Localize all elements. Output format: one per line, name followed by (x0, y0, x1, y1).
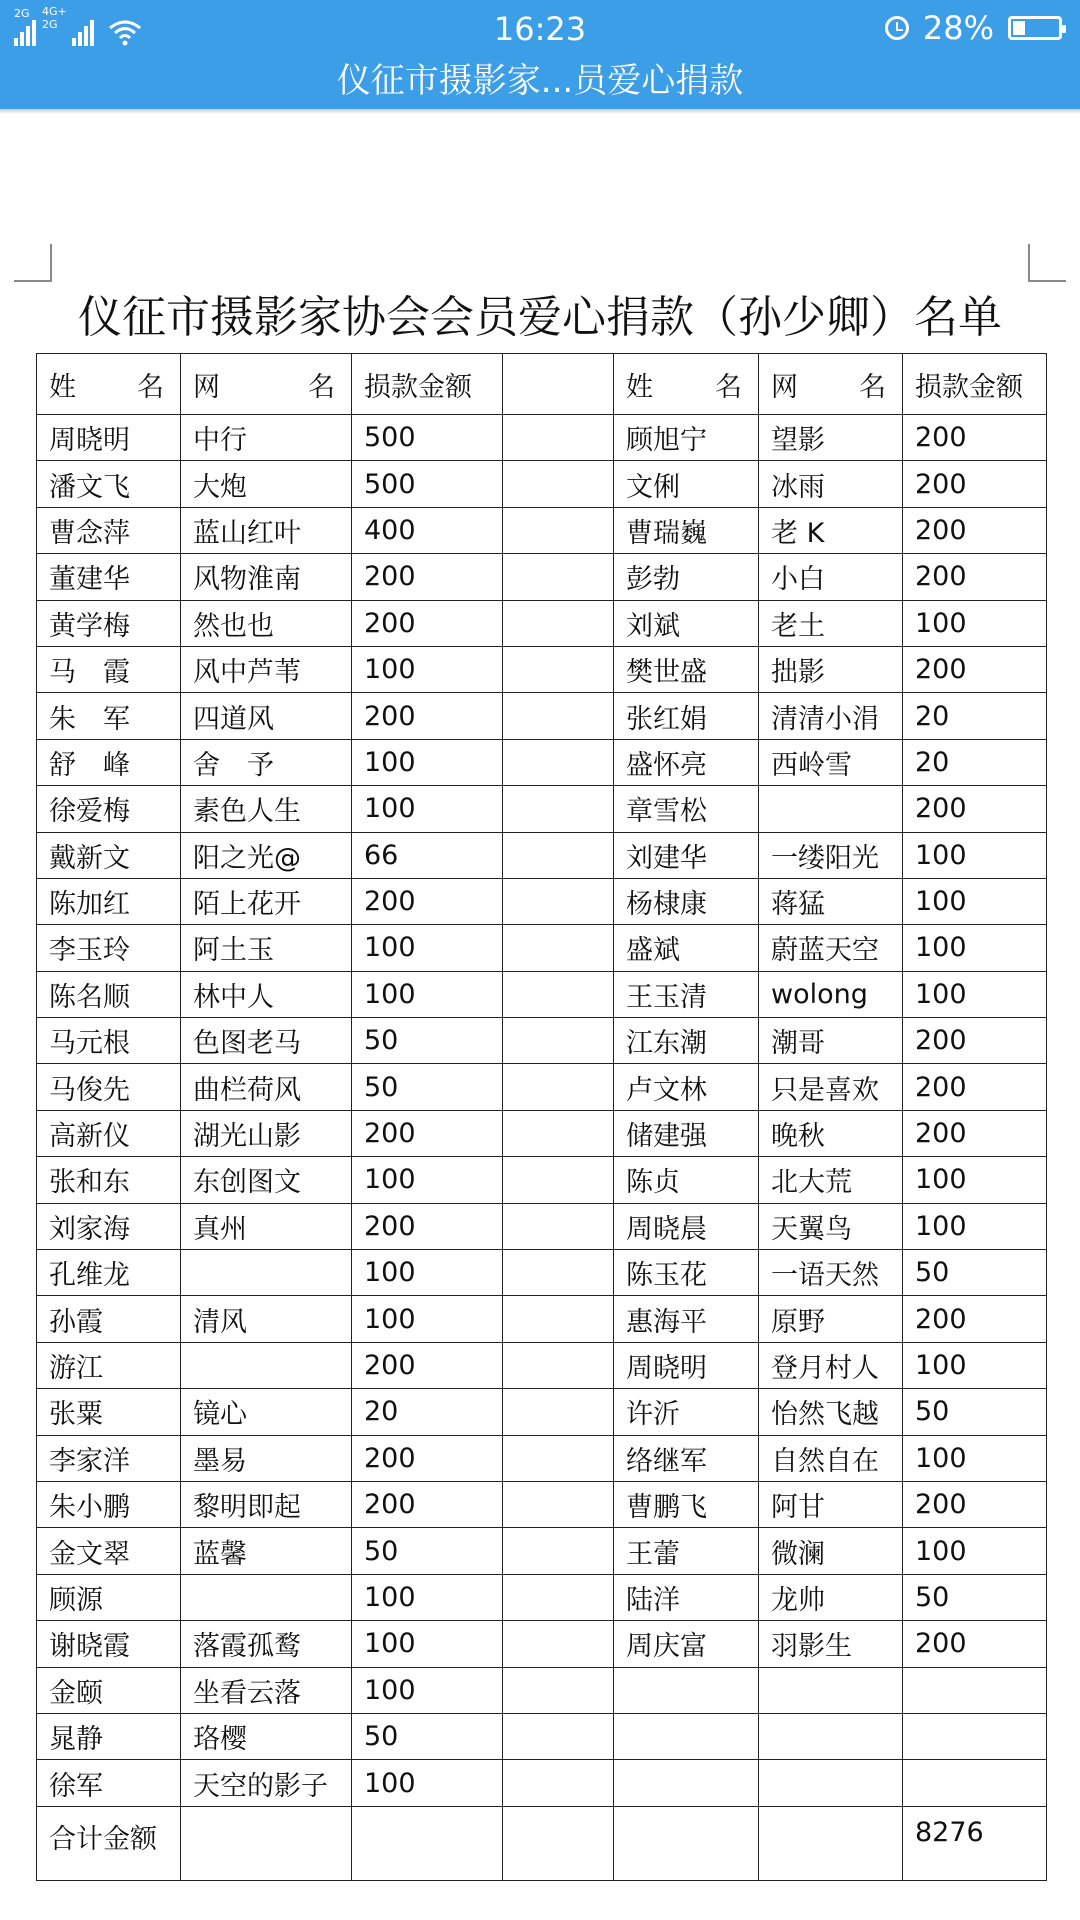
right-amount-cell: 200 (903, 1481, 1047, 1527)
right-amount-cell: 200 (903, 554, 1047, 600)
right-amount-cell: 100 (903, 925, 1047, 971)
table-row (37, 832, 1047, 878)
right-amount-cell (903, 1667, 1047, 1713)
right-amount-cell (903, 1713, 1047, 1759)
left-amount-cell: 500 (352, 415, 503, 461)
left-name-cell: 董建华 (37, 554, 181, 600)
left-nickname-cell: 陌上花开 (181, 878, 352, 924)
blank-cell (503, 1667, 614, 1713)
right-name-cell: 顾旭宁 (614, 415, 759, 461)
table-row (37, 1064, 1047, 1110)
table-row (37, 878, 1047, 924)
left-amount-cell: 200 (352, 554, 503, 600)
right-amount-cell: 200 (903, 646, 1047, 692)
blank-cell (503, 461, 614, 507)
right-amount-cell: 100 (903, 600, 1047, 646)
left-amount-cell: 500 (352, 461, 503, 507)
table-row (37, 739, 1047, 785)
donation-table (36, 353, 1047, 1881)
left-amount-cell: 400 (352, 507, 503, 553)
right-amount-cell: 50 (903, 1574, 1047, 1620)
alarm-icon (885, 16, 909, 40)
left-amount-cell: 50 (352, 1528, 503, 1574)
left-name-cell: 金文翠 (37, 1528, 181, 1574)
right-name-cell: 章雪松 (614, 786, 759, 832)
table-row (37, 693, 1047, 739)
left-amount-cell: 66 (352, 832, 503, 878)
blank-cell (503, 1481, 614, 1527)
table-row (37, 1760, 1047, 1806)
right-name-cell: 文俐 (614, 461, 759, 507)
header-name-left: 姓 名 (37, 354, 181, 415)
left-nickname-cell: 黎明即起 (181, 1481, 352, 1527)
right-name-cell (614, 1667, 759, 1713)
table-row (37, 554, 1047, 600)
table-row (37, 1203, 1047, 1249)
blank-cell (503, 1760, 614, 1806)
left-amount-cell: 200 (352, 1435, 503, 1481)
left-nickname-cell: 中行 (181, 415, 352, 461)
document-heading: 仪征市摄影家协会会员爱心捐款（孙少卿）名单 (78, 292, 1002, 343)
right-name-cell: 周晓晨 (614, 1203, 759, 1249)
table-row (37, 1574, 1047, 1620)
total-row (37, 1806, 1047, 1880)
right-name-cell (614, 1713, 759, 1759)
left-nickname-cell: 清风 (181, 1296, 352, 1342)
table-row (37, 507, 1047, 553)
table-row (37, 1018, 1047, 1064)
blank-cell (503, 1203, 614, 1249)
right-amount-cell: 200 (903, 507, 1047, 553)
table-row (37, 1713, 1047, 1759)
left-name-cell: 马元根 (37, 1018, 181, 1064)
blank-cell (503, 832, 614, 878)
left-nickname-cell: 真州 (181, 1203, 352, 1249)
right-name-cell (614, 1760, 759, 1806)
right-name-cell: 张红娟 (614, 693, 759, 739)
page-corner-mark-right (1028, 244, 1066, 282)
blank-cell (503, 1713, 614, 1759)
right-name-cell: 刘斌 (614, 600, 759, 646)
right-name-cell: 络继军 (614, 1435, 759, 1481)
total-blank (181, 1806, 352, 1880)
blank-cell (503, 1528, 614, 1574)
header-amount-left: 损款金额 (352, 354, 503, 415)
blank-cell (503, 1574, 614, 1620)
right-nickname-cell: 只是喜欢 (759, 1064, 903, 1110)
right-nickname-cell: 老土 (759, 600, 903, 646)
table-row (37, 1250, 1047, 1296)
left-name-cell: 徐爱梅 (37, 786, 181, 832)
network-type-label: 4G+ (42, 5, 67, 18)
left-name-cell: 高新仪 (37, 1110, 181, 1156)
blank-cell (503, 507, 614, 553)
left-nickname-cell: 林中人 (181, 971, 352, 1017)
blank-cell (503, 878, 614, 924)
left-amount-cell: 50 (352, 1064, 503, 1110)
right-amount-cell: 100 (903, 1435, 1047, 1481)
blank-cell (503, 786, 614, 832)
left-name-cell: 周晓明 (37, 415, 181, 461)
left-name-cell: 徐军 (37, 1760, 181, 1806)
right-amount-cell: 100 (903, 1528, 1047, 1574)
blank-cell (503, 600, 614, 646)
right-nickname-cell (759, 1760, 903, 1806)
left-amount-cell: 200 (352, 878, 503, 924)
right-amount-cell (903, 1760, 1047, 1806)
blank-cell (503, 925, 614, 971)
right-nickname-cell: 龙帅 (759, 1574, 903, 1620)
right-nickname-cell: 羽影生 (759, 1621, 903, 1667)
left-amount-cell: 100 (352, 925, 503, 971)
table-row (37, 971, 1047, 1017)
total-blank (759, 1806, 903, 1880)
left-name-cell: 马俊先 (37, 1064, 181, 1110)
table-row (37, 1667, 1047, 1713)
left-nickname-cell: 坐看云落 (181, 1667, 352, 1713)
left-nickname-cell: 镜心 (181, 1389, 352, 1435)
header-name-right: 姓 名 (614, 354, 759, 415)
left-nickname-cell (181, 1574, 352, 1620)
right-name-cell: 江东潮 (614, 1018, 759, 1064)
right-nickname-cell: 一语天然 (759, 1250, 903, 1296)
left-amount-cell: 200 (352, 693, 503, 739)
right-name-cell: 陈贞 (614, 1157, 759, 1203)
table-row (37, 786, 1047, 832)
right-name-cell: 周庆富 (614, 1621, 759, 1667)
left-amount-cell: 100 (352, 1621, 503, 1667)
right-amount-cell: 200 (903, 1621, 1047, 1667)
table-row (37, 1296, 1047, 1342)
left-amount-cell: 200 (352, 1481, 503, 1527)
left-amount-cell: 100 (352, 739, 503, 785)
right-nickname-cell: 北大荒 (759, 1157, 903, 1203)
table-row (37, 1342, 1047, 1388)
total-blank (503, 1806, 614, 1880)
network-type-label: 2G (42, 18, 58, 31)
left-name-cell: 游江 (37, 1342, 181, 1388)
right-name-cell: 卢文林 (614, 1064, 759, 1110)
left-nickname-cell: 阿土玉 (181, 925, 352, 971)
right-nickname-cell: 小白 (759, 554, 903, 600)
blank-cell (503, 554, 614, 600)
left-amount-cell: 100 (352, 1250, 503, 1296)
blank-cell (503, 1435, 614, 1481)
blank-cell (503, 1110, 614, 1156)
table-header-row (37, 354, 1047, 415)
right-amount-cell: 200 (903, 1296, 1047, 1342)
left-amount-cell: 50 (352, 1018, 503, 1064)
left-nickname-cell (181, 1250, 352, 1296)
right-nickname-cell (759, 786, 903, 832)
left-name-cell: 张粟 (37, 1389, 181, 1435)
right-name-cell: 曹鹏飞 (614, 1481, 759, 1527)
header-amount-right: 损款金额 (903, 354, 1047, 415)
right-amount-cell: 20 (903, 693, 1047, 739)
table-row (37, 925, 1047, 971)
right-amount-cell: 50 (903, 1250, 1047, 1296)
right-nickname-cell: 潮哥 (759, 1018, 903, 1064)
left-nickname-cell: 舍 予 (181, 739, 352, 785)
right-name-cell: 彭勃 (614, 554, 759, 600)
left-nickname-cell: 湖光山影 (181, 1110, 352, 1156)
left-nickname-cell: 墨易 (181, 1435, 352, 1481)
right-nickname-cell: 自然自在 (759, 1435, 903, 1481)
right-name-cell: 许沂 (614, 1389, 759, 1435)
left-amount-cell: 200 (352, 1342, 503, 1388)
left-name-cell: 李玉玲 (37, 925, 181, 971)
blank-cell (503, 1018, 614, 1064)
right-name-cell: 周晓明 (614, 1342, 759, 1388)
right-name-cell: 盛斌 (614, 925, 759, 971)
left-amount-cell: 200 (352, 1203, 503, 1249)
blank-cell (503, 1389, 614, 1435)
left-amount-cell: 100 (352, 786, 503, 832)
left-nickname-cell: 珞樱 (181, 1713, 352, 1759)
table-row (37, 1435, 1047, 1481)
right-name-cell: 樊世盛 (614, 646, 759, 692)
left-nickname-cell: 色图老马 (181, 1018, 352, 1064)
left-name-cell: 李家洋 (37, 1435, 181, 1481)
left-nickname-cell: 落霞孤鹜 (181, 1621, 352, 1667)
blank-cell (503, 415, 614, 461)
right-nickname-cell: 冰雨 (759, 461, 903, 507)
right-amount-cell: 100 (903, 1342, 1047, 1388)
right-name-cell: 陆洋 (614, 1574, 759, 1620)
left-name-cell: 朱小鹏 (37, 1481, 181, 1527)
left-nickname-cell: 蓝馨 (181, 1528, 352, 1574)
blank-cell (503, 1621, 614, 1667)
left-name-cell: 陈加红 (37, 878, 181, 924)
header-blank (503, 354, 614, 415)
right-amount-cell: 200 (903, 786, 1047, 832)
left-nickname-cell: 蓝山红叶 (181, 507, 352, 553)
total-blank (614, 1806, 759, 1880)
left-nickname-cell: 大炮 (181, 461, 352, 507)
header-nickname-left: 网 名 (181, 354, 352, 415)
right-nickname-cell: 微澜 (759, 1528, 903, 1574)
table-row (37, 1528, 1047, 1574)
right-nickname-cell: 老 K (759, 507, 903, 553)
battery-percent: 28% (922, 9, 994, 47)
right-name-cell: 刘建华 (614, 832, 759, 878)
right-amount-cell: 100 (903, 1203, 1047, 1249)
blank-cell (503, 1064, 614, 1110)
right-amount-cell: 200 (903, 1064, 1047, 1110)
left-name-cell: 晁静 (37, 1713, 181, 1759)
right-amount-cell: 100 (903, 971, 1047, 1017)
right-nickname-cell: 蔚蓝天空 (759, 925, 903, 971)
table-row (37, 461, 1047, 507)
right-amount-cell: 200 (903, 1018, 1047, 1064)
status-right (885, 10, 1062, 46)
right-name-cell: 储建强 (614, 1110, 759, 1156)
right-nickname-cell: 天翼鸟 (759, 1203, 903, 1249)
title-bar-shadow (0, 109, 1080, 114)
table-row (37, 1110, 1047, 1156)
right-nickname-cell: 晚秋 (759, 1110, 903, 1156)
right-name-cell: 王玉清 (614, 971, 759, 1017)
right-nickname-cell: 望影 (759, 415, 903, 461)
right-amount-cell: 100 (903, 832, 1047, 878)
right-nickname-cell: 怡然飞越 (759, 1389, 903, 1435)
right-nickname-cell: wolong (759, 971, 903, 1017)
left-nickname-cell: 素色人生 (181, 786, 352, 832)
right-nickname-cell: 清清小涓 (759, 693, 903, 739)
left-amount-cell: 100 (352, 1574, 503, 1620)
left-name-cell: 舒 峰 (37, 739, 181, 785)
left-name-cell: 孔维龙 (37, 1250, 181, 1296)
left-name-cell: 谢晓霞 (37, 1621, 181, 1667)
left-nickname-cell: 风物淮南 (181, 554, 352, 600)
table-row (37, 1389, 1047, 1435)
right-amount-cell: 100 (903, 1157, 1047, 1203)
table-row (37, 415, 1047, 461)
blank-cell (503, 693, 614, 739)
left-nickname-cell: 阳之光@ (181, 832, 352, 878)
left-name-cell: 孙霞 (37, 1296, 181, 1342)
right-name-cell: 惠海平 (614, 1296, 759, 1342)
left-nickname-cell: 东创图文 (181, 1157, 352, 1203)
left-name-cell: 潘文飞 (37, 461, 181, 507)
table-row (37, 1621, 1047, 1667)
left-amount-cell: 20 (352, 1389, 503, 1435)
blank-cell (503, 1157, 614, 1203)
left-name-cell: 马 霞 (37, 646, 181, 692)
right-name-cell: 曹瑞巍 (614, 507, 759, 553)
right-amount-cell: 20 (903, 739, 1047, 785)
right-nickname-cell: 原野 (759, 1296, 903, 1342)
left-nickname-cell (181, 1342, 352, 1388)
right-name-cell: 陈玉花 (614, 1250, 759, 1296)
left-amount-cell: 200 (352, 1110, 503, 1156)
right-amount-cell: 200 (903, 415, 1047, 461)
right-nickname-cell: 西岭雪 (759, 739, 903, 785)
document-title-bar: 仪征市摄影家...员爱心捐款 (0, 57, 1080, 109)
left-amount-cell: 50 (352, 1713, 503, 1759)
left-name-cell: 黄学梅 (37, 600, 181, 646)
left-name-cell: 陈名顺 (37, 971, 181, 1017)
right-nickname-cell: 登月村人 (759, 1342, 903, 1388)
left-nickname-cell: 曲栏荷风 (181, 1064, 352, 1110)
table-row (37, 646, 1047, 692)
right-amount-cell: 200 (903, 461, 1047, 507)
right-amount-cell: 200 (903, 1110, 1047, 1156)
right-name-cell: 王蕾 (614, 1528, 759, 1574)
right-name-cell: 杨棣康 (614, 878, 759, 924)
left-name-cell: 戴新文 (37, 832, 181, 878)
left-name-cell: 金颐 (37, 1667, 181, 1713)
blank-cell (503, 1296, 614, 1342)
blank-cell (503, 1250, 614, 1296)
left-name-cell: 顾源 (37, 1574, 181, 1620)
total-blank (352, 1806, 503, 1880)
right-nickname-cell: 拙影 (759, 646, 903, 692)
blank-cell (503, 1342, 614, 1388)
page-corner-mark-left (14, 244, 52, 282)
status-bar (0, 0, 1080, 57)
left-name-cell: 刘家海 (37, 1203, 181, 1249)
left-nickname-cell: 然也也 (181, 600, 352, 646)
right-nickname-cell: 蒋猛 (759, 878, 903, 924)
table-row (37, 1481, 1047, 1527)
network-type-label: 2G (14, 7, 30, 20)
clock: 16:23 (493, 10, 587, 48)
blank-cell (503, 646, 614, 692)
right-name-cell: 盛怀亮 (614, 739, 759, 785)
right-amount-cell: 50 (903, 1389, 1047, 1435)
left-amount-cell: 100 (352, 1157, 503, 1203)
left-name-cell: 朱 军 (37, 693, 181, 739)
right-nickname-cell: 一缕阳光 (759, 832, 903, 878)
right-amount-cell: 100 (903, 878, 1047, 924)
blank-cell (503, 971, 614, 1017)
left-nickname-cell: 天空的影子 (181, 1760, 352, 1806)
right-nickname-cell (759, 1667, 903, 1713)
left-nickname-cell: 风中芦苇 (181, 646, 352, 692)
left-name-cell: 张和东 (37, 1157, 181, 1203)
left-amount-cell: 100 (352, 646, 503, 692)
right-nickname-cell (759, 1713, 903, 1759)
left-amount-cell: 100 (352, 1760, 503, 1806)
table-row (37, 1157, 1047, 1203)
left-amount-cell: 100 (352, 1296, 503, 1342)
left-amount-cell: 100 (352, 971, 503, 1017)
right-nickname-cell: 阿甘 (759, 1481, 903, 1527)
total-label: 合计金额 (37, 1806, 181, 1880)
total-value: 8276 (903, 1806, 1047, 1880)
left-nickname-cell: 四道风 (181, 693, 352, 739)
left-amount-cell: 100 (352, 1667, 503, 1713)
table-row (37, 600, 1047, 646)
left-name-cell: 曹念萍 (37, 507, 181, 553)
battery-icon (1008, 16, 1062, 40)
blank-cell (503, 739, 614, 785)
left-amount-cell: 200 (352, 600, 503, 646)
header-nickname-right: 网 名 (759, 354, 903, 415)
